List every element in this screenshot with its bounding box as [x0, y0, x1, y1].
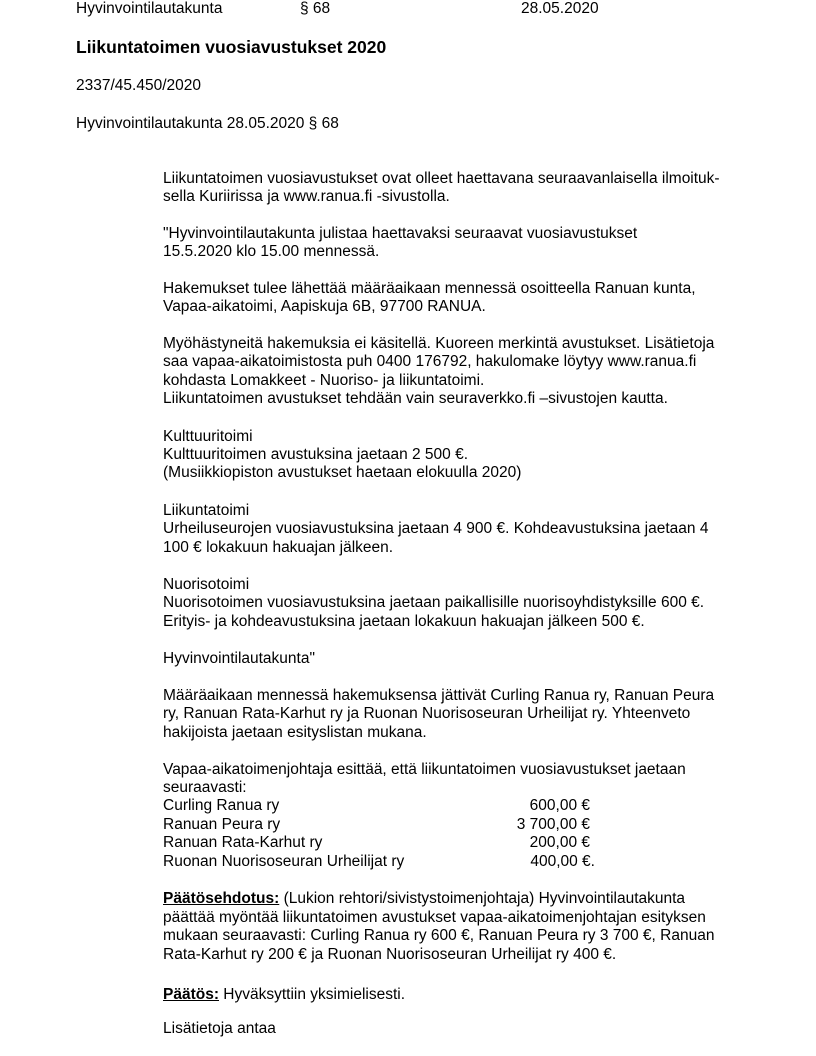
text-line: Liikuntatoimen avustukset tehdään vain seuraverkko.fi –sivustojen kautta.	[163, 390, 668, 407]
decision-text: Hyväksyttiin yksimielisesti.	[219, 986, 406, 1003]
text-line: Kulttuuritoimi	[163, 428, 253, 445]
grant-name: Ranuan Rata-Karhut ry	[163, 834, 323, 851]
text-line: 100 € lokakuun hakuajan jälkeen.	[163, 539, 394, 556]
text-line: Hakemukset tulee lähettää määräaikaan mennessä osoitteella Ranuan kunta,	[163, 280, 696, 297]
text-line: Kulttuuritoimen avustuksina jaetaan 2 500 €.	[163, 446, 469, 463]
meeting-reference: Hyvinvointilautakunta 28.05.2020 § 68	[76, 115, 339, 132]
text-line: sella Kuriirissa ja www.ranua.fi -sivustolla.	[163, 188, 450, 205]
text-line: Määräaikaan mennessä hakemuksensa jättivät Curling Ranua ry, Ranuan Peura	[163, 687, 715, 704]
proposal-first-line	[163, 890, 685, 908]
text-line: Nuorisotoimen vuosiavustuksina jaetaan paikallisille nuorisoyhdistyksille 600 €.	[163, 594, 705, 611]
quote-end: Hyvinvointilautakunta"	[163, 650, 315, 667]
text-line: saa vapaa-aikatoimistosta puh 0400 176792, hakulomake löytyy www.ranua.fi	[163, 353, 697, 370]
proposal-first-text: (Lukion rehtori/sivistystoimenjohtaja) Hyvinvointilautakunta	[279, 890, 686, 907]
proposal-label: Päätösehdotus:	[163, 890, 280, 907]
grant-amount: 3 700,00 €	[516, 816, 590, 833]
text-line: Vapaa-aikatoimi, Aapiskuja 6B, 97700 RANUA.	[163, 298, 486, 315]
grant-name: Ranuan Peura ry	[163, 816, 281, 833]
header-section: § 68	[300, 0, 331, 17]
text-line: Nuorisotoimi	[163, 576, 250, 593]
text-line: 15.5.2020 klo 15.00 mennessä.	[163, 243, 380, 260]
page-title: Liikuntatoimen vuosiavustukset 2020	[76, 37, 387, 57]
grant-amount: 600,00 €	[529, 797, 590, 814]
text-line: Urheiluseurojen vuosiavustuksina jaetaan 4 900 €. Kohdeavustuksina jaetaan 4	[163, 520, 709, 537]
grant-name: Curling Ranua ry	[163, 797, 280, 814]
text-line: mukaan seuraavasti: Curling Ranua ry 600 €, Ranuan Peura ry 3 700 €, Ranuan	[163, 927, 715, 944]
more-info: Lisätietoja antaa	[163, 1020, 276, 1037]
text-line: seuraavasti:	[163, 779, 247, 796]
text-line: Liikuntatoimen vuosiavustukset ovat olleet haettavana seuraavanlaisella ilmoituk-	[163, 170, 720, 187]
grant-name: Ruonan Nuorisoseuran Urheilijat ry	[163, 853, 405, 870]
text-line: päättää myöntää liikuntatoimen avustukset vapaa-aikatoimenjohtajan esityksen	[163, 909, 706, 926]
text-line: Myöhästyneitä hakemuksia ei käsitellä. Kuoreen merkintä avustukset. Lisätietoja	[163, 335, 715, 352]
text-line: hakijoista jaetaan esityslistan mukana.	[163, 724, 427, 741]
header-date: 28.05.2020	[521, 0, 599, 17]
decision-label: Päätös:	[163, 986, 219, 1003]
text-line: ry, Ranuan Rata-Karhut ry ja Ruonan Nuorisoseuran Urheilijat ry. Yhteenveto	[163, 705, 691, 722]
text-line: Liikuntatoimi	[163, 502, 250, 519]
grant-amount: 400,00 €.	[530, 853, 595, 870]
header-committee: Hyvinvointilautakunta	[76, 0, 223, 17]
text-line: "Hyvinvointilautakunta julistaa haettavaksi seuraavat vuosiavustukset	[163, 225, 638, 242]
record-number: 2337/45.450/2020	[76, 77, 201, 94]
text-line: Erityis- ja kohdeavustuksina jaetaan lokakuun hakuajan jälkeen 500 €.	[163, 613, 645, 630]
text-line: kohdasta Lomakkeet - Nuoriso- ja liikuntatoimi.	[163, 372, 485, 389]
text-line: Vapaa-aikatoimenjohtaja esittää, että liikuntatoimen vuosiavustukset jaetaan	[163, 761, 686, 778]
decision-line	[163, 986, 405, 1004]
grant-amount: 200,00 €	[529, 834, 590, 851]
text-line: (Musiikkiopiston avustukset haetaan elokuulla 2020)	[163, 464, 522, 481]
text-line: Rata-Karhut ry 200 € ja Ruonan Nuorisoseuran Urheilijat ry 400 €.	[163, 946, 617, 963]
